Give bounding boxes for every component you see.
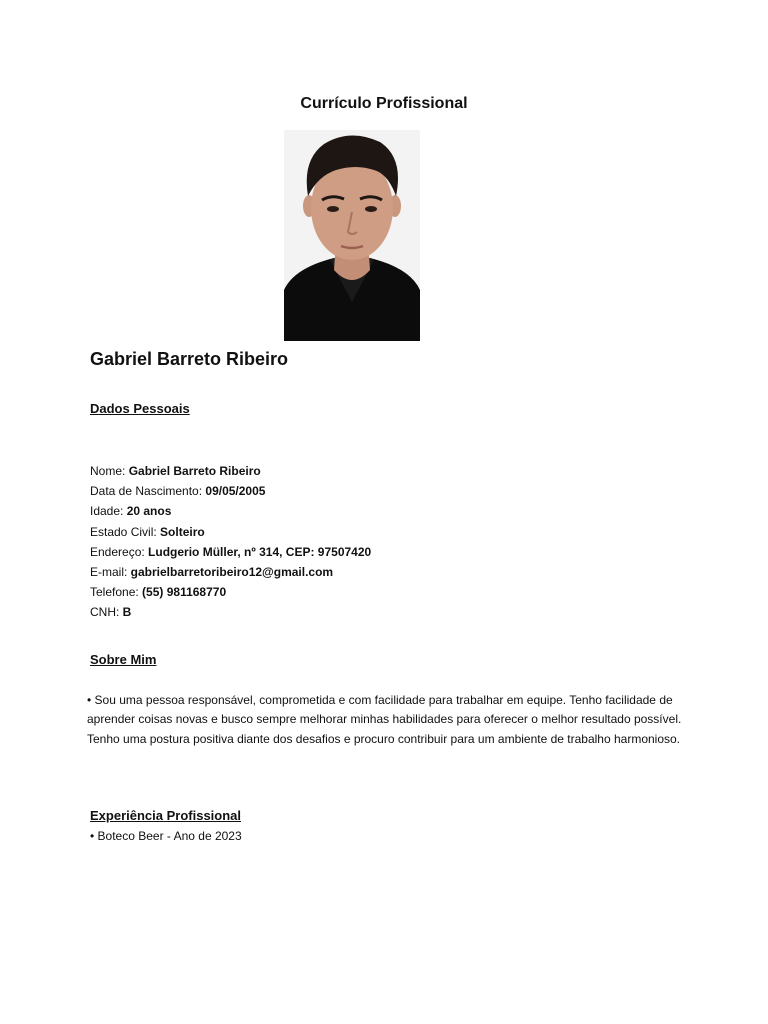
personal-data-heading: Dados Pessoais [90,401,190,416]
info-value: 20 anos [126,504,172,519]
profile-photo [284,130,420,341]
info-label: Data de Nascimento: [90,484,206,499]
info-value: B [122,605,132,620]
info-value: Gabriel Barreto Ribeiro [128,464,261,478]
about-me-paragraph: • Sou uma pessoa responsável, comprometida e com facilidade para trabalhar em equipe. Tenho facilidade de aprender coisas novas e busco sempre melhorar minhas habilidades para oferecer o melhor resultado possível. Tenho uma postura positiva diante dos desafios e procuro contribuir para um ambiente de trabalho harmonioso. [87,693,682,746]
info-label: Endereço: [90,544,149,559]
experience-item: • Boteco Beer - Ano de 2023 [90,829,242,843]
info-value: 09/05/2005 [205,484,266,499]
full-name-heading: Gabriel Barreto Ribeiro [90,349,289,369]
info-value: (55) 981168770 [142,585,227,600]
info-label: CNH: [90,605,123,620]
info-label: Nome: [90,464,129,478]
info-row-address [90,542,371,562]
personal-info-list [90,461,371,623]
info-label: Idade: [90,504,127,519]
info-row-email [90,562,371,582]
info-row-license [90,602,371,622]
about-me-heading: Sobre Mim [90,652,157,667]
info-label: Telefone: [90,585,143,600]
info-row-name [90,461,371,481]
info-row-age [90,501,371,521]
info-row-marital-status [90,522,371,542]
info-row-birthdate [90,481,371,501]
info-value: Ludgerio Müller, nº 314, CEP: 97507420 [148,544,372,559]
info-row-phone [90,582,371,602]
info-value: Solteiro [160,524,205,539]
info-value: gabrielbarretoribeiro12@gmail.com [130,564,334,579]
info-label: Estado Civil: [90,524,161,539]
experience-heading: Experiência Profissional [90,808,242,823]
experience-list [90,827,242,845]
info-label: E-mail: [90,564,131,579]
document-title: Currículo Profissional [300,95,468,112]
